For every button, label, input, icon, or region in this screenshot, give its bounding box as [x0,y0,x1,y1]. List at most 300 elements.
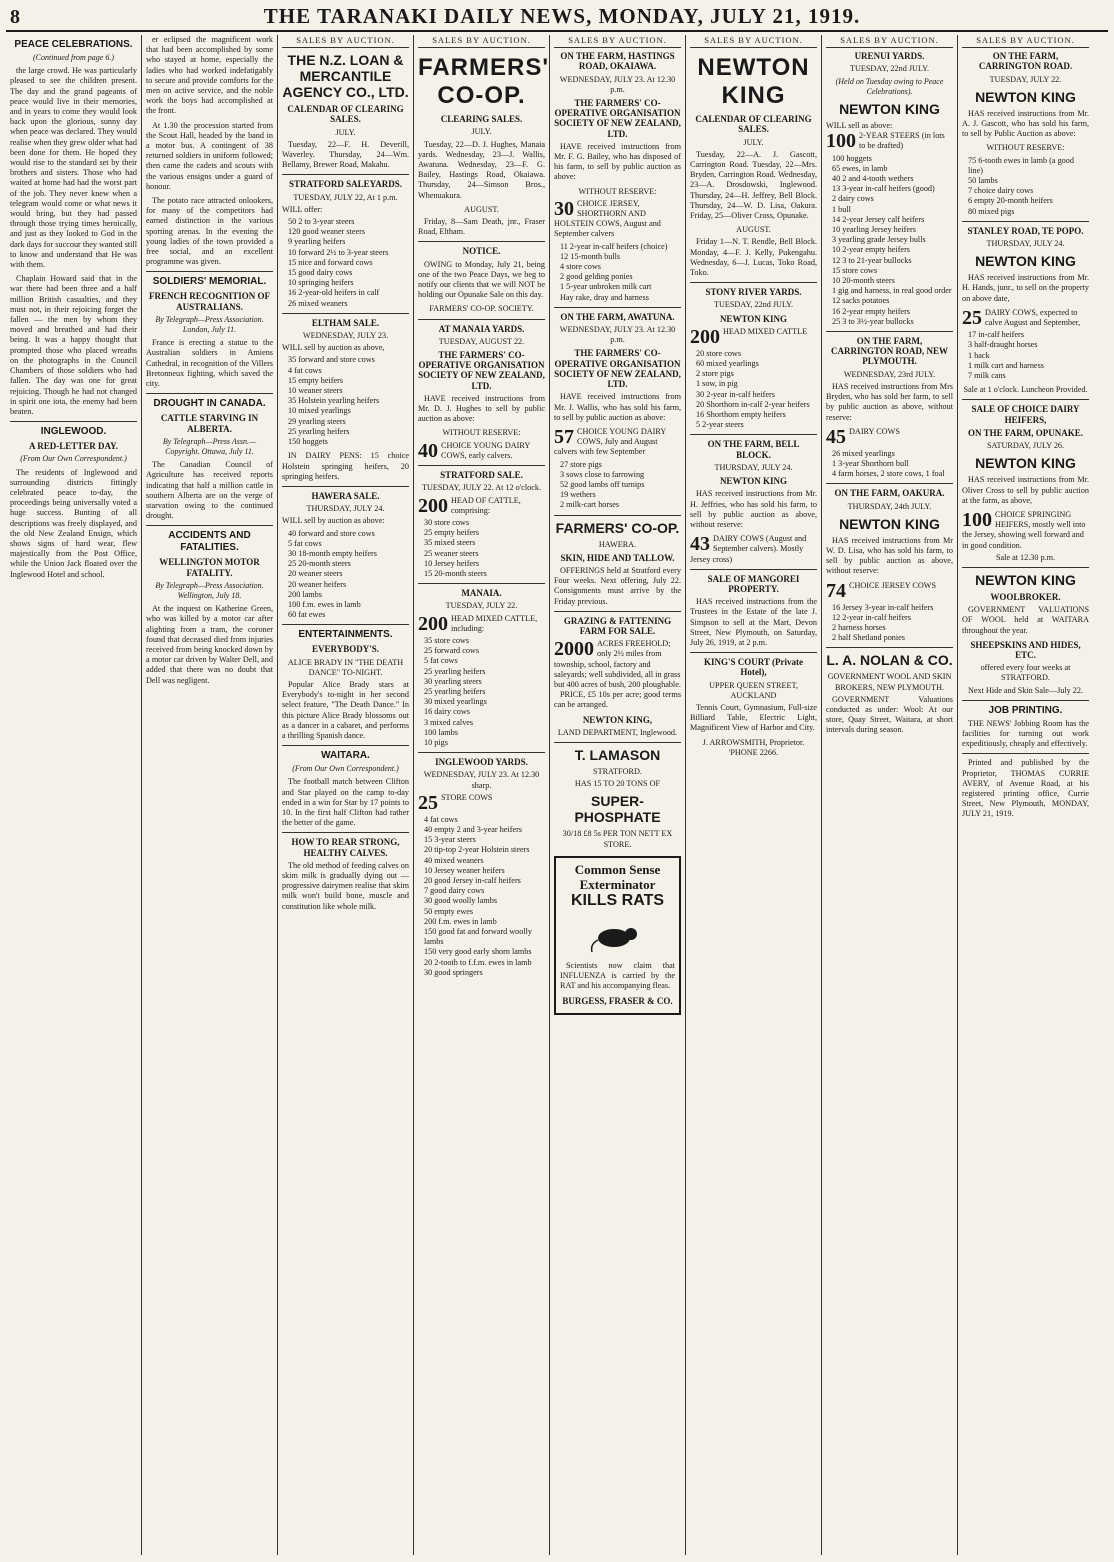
ad-text: WILL sell by auction as above: [282,516,385,526]
ad-text: Tuesday, 22—A. J. Gascott, Carrington Road. Tuesday, 22—Mrs. Bryden, Carrington Road. Wednesday, 23—A. Drosdowski, Inglewood. Thursday, 24—H. Jeffrey, Bell Block. Thursday, 24—W. D. Lisa, Oakura. Friday, 25—Oliver Cross, Opunake. [690,149,817,221]
lot-list [418,636,545,748]
lot-description: DAIRY COWS [849,426,900,436]
advertiser-name: NEWTON KING [975,455,1076,472]
ad-text: GOVERNMENT Valuations conducted as under: Wool: At our store, Quay Street, Waitara, at short intervals during season. [826,694,953,735]
list-item: 20 Shorthorn in-calf 2-year heifers [696,399,810,409]
ad-subhead: WOOLBROKER. [990,591,1061,602]
advertiser-name: NEWTON KING [719,476,788,487]
list-item: 2 dairy cows [832,194,874,204]
list-item: 80 mixed pigs [968,206,1015,216]
list-item: 10 pigs [424,737,448,747]
ad-subhead: LAND DEPARTMENT, Inglewood. [557,727,678,737]
sale-location: STONY RIVER YARDS. [705,287,802,298]
headline: HOW TO REAR STRONG, HEALTHY CALVES. [291,837,400,858]
list-item: 100 f.m. ewes in lamb [288,599,361,609]
lot-lead [554,199,681,240]
lot-list [554,242,681,303]
list-item: 200 f.m. ewes in lamb [424,916,497,926]
ad-month: AUGUST. [736,225,771,235]
advertiser-name: NEWTON KING [839,515,940,532]
list-item: 40 2 and 4-tooth wethers [832,174,914,184]
ad-subhead: CALENDAR OF CLEARING SALES. [695,114,812,135]
sale-date: THURSDAY, JULY 24. [714,462,793,472]
lot-description: DAIRY COWS (August and September calvers). Mostly Jersey cross) [690,534,807,564]
lot-list [962,330,1089,381]
list-item: 3 yearling grade Jersey bulls [832,235,926,245]
list-item: 6 empty 20-month heifers [968,196,1053,206]
list-item: 3 sows close to farrowing [560,469,645,479]
subheadline: CATTLE STARVING IN ALBERTA. [160,413,259,434]
ad-text: Friday 1—N. T. Rendle, Bell Block. Monday, 4—F. J. Kelly, Pukengahu. Wednesday, 6—J. Lucas, Toko Road, Toko. [690,237,817,278]
list-item: 16 Jersey 3-year in-calf heifers [832,602,934,612]
column-4 [414,35,550,1555]
ad-signature: J. ARROWSMITH, Proprietor. 'PHONE 2266. [702,737,805,757]
advertiser-name: NEWTON KING [719,313,788,324]
source-note: By Telegraph—Press Association. London, July 11. [155,314,264,335]
lot-list [690,349,817,431]
sale-date: THURSDAY, JULY 24. [306,504,385,514]
advertiser-name: NEWTON KING [975,88,1076,105]
list-item: 4 farm horses, 2 store cows, 1 foal [832,469,945,479]
sale-location: INGLEWOOD YARDS. [435,757,528,768]
advertiser-name: THE FARMERS' CO-OPERATIVE ORGANISATION SOCIETY OF NEW ZEALAND, LTD. [554,98,681,139]
lot-lead [554,427,681,458]
ad-text: HAS received instructions from Mr. A. J. Gascott, who has sold his farm, to sell by Public Auction as above: [962,108,1089,139]
sale-date: TUESDAY, JULY 22. [989,74,1062,84]
list-item: 30 good woolly lambs [424,896,498,906]
divider [826,647,953,648]
advertiser-name: L. A. NOLAN & CO. [826,652,953,669]
column-8 [958,35,1093,1555]
divider [690,652,817,653]
lot-count: 43 [690,533,710,556]
sale-time: Sale at 1 o'clock. Luncheon Provided. [963,385,1088,395]
lot-count: 30 [554,197,574,220]
list-item: 35 Holstein yearling heifers [288,396,380,406]
divider [418,583,545,584]
section-header: SALES BY AUCTION. [282,35,409,48]
sale-location: AT MANAIA YARDS. [438,323,525,334]
ad-text: HAS received instructions from Mrs Bryden, who has sold her farm, to sell by public auction as above, without reserve: [826,381,953,422]
ad-text: Tuesday, 22—D. J. Hughes, Manaia yards. Wednesday, 23—J. Wallis, Awatuna. Wednesday, 23—F. G. Bailey, Hastings Road, Okaiawa. Thursday, 24—Simson Bros., Whenuakura. [418,139,545,200]
ad-text: WILL sell by auction as above, [282,343,385,353]
column-5 [550,35,686,1555]
list-item: 7 milk cans [968,371,1006,381]
sale-date: WEDNESDAY, JULY 23. [302,331,389,341]
list-item: 10 yearling Jersey heifers [832,225,916,235]
advertiser-name: THE FARMERS' CO-OPERATIVE ORGANISATION SOCIETY OF NEW ZEALAND, LTD. [418,350,545,391]
lot-count: 74 [826,579,846,602]
product-name: SUPER-PHOSPHATE [574,793,661,826]
column-1 [6,35,142,1555]
list-item: 10 Jersey heifers [424,558,480,568]
lot-description: CHOICE JERSEY, SHORTHORN AND HOLSTEIN COWS, August and September calvers [554,198,661,239]
sale-location: URENUI YARDS. [854,51,925,62]
list-item: 10 20-month steers [832,276,895,286]
list-item: 16 2-year-old heifers in calf [288,288,380,298]
list-item: 25 yearling heifers [424,666,486,676]
divider [418,752,545,753]
divider [962,567,1089,568]
lot-list [418,518,545,579]
columns [6,35,1108,1555]
divider [282,313,409,314]
article-paragraph: At 1.30 the procession started from the Scout Hall, headed by the band in a motor bus. A contingent of 38 returned soldiers in uniform followed; then came the cadets and scouts with the various ensigns under a guard of honour. [146,120,273,191]
article-paragraph: The Canadian Council of Agriculture has received reports indicating that half a million cattle in southern Alberta are on the verge of starvation owing to the continued drought. [146,460,273,521]
divider [554,611,681,612]
section-header: SALES BY AUCTION. [418,35,545,48]
ad-text: OWING to Monday, July 21, being one of the two Peace Days, we beg to notify our clients that we will NOT be holding our Opunake Sale on this day. [418,259,545,300]
divider [418,319,545,320]
list-item: 5 fat cows [288,538,322,548]
list-item: 20 weaner steers [288,569,343,579]
list-item: 15 20-month steers [424,568,487,578]
article-paragraph: The old method of feeding calves on skim milk is gradually dying out — progressive dairymen realise that skim milk won't build bone, muscle and constitution like whole milk. [282,860,409,911]
article-paragraph: The football match between Clifton and Star played on the camp to-day ended in a win for Star by 17 points to 10. In the first half Clifton had rather the better of the game. [282,777,409,828]
list-item: 10 springing heifers [288,278,354,288]
list-item: 50 2 to 3-year steers [288,217,355,227]
subheadline: ALICE BRADY IN "THE DEATH DANCE" TO-NIGHT. [287,657,404,677]
list-item: 3 mixed calves [424,717,474,727]
sale-location: ON THE FARM, CARRINGTON ROAD. [978,51,1073,72]
lot-lead [826,427,953,447]
ad-subhead: HAWERA. [598,539,637,549]
list-item: 4 store cows [560,262,601,272]
divider [690,434,817,435]
list-item: 10 forward 2½ to 3-year steers [288,247,389,257]
masthead [6,4,1108,32]
list-item: 40 forward and store cows [288,528,375,538]
divider [282,832,409,833]
divider [10,421,137,422]
list-item: 40 empty 2 and 3-year heifers [424,824,522,834]
sale-date: WEDNESDAY, JULY 23. At 12.30 p.m. [559,325,676,345]
lot-list [826,603,953,644]
article-paragraph: the large crowd. He was particularly pleased to see the children present. The day and the grand pageants of peace would live in their memories, and in years to come they would look back upon the glorious, sunny day when peace was declared. They would realise when they grew older what had been done for them. He hoped they would rise to the standard set by their brothers and sisters. Those who had waited at home had had the worst part of the job. They never knew when a telegram would come or what news it would bring, but they had passed through those trying times heroically, and just as they looked to God in the dark days for succour they wanted still to know and understand that He was with them. [10,66,137,270]
lot-description: STORE COWS [441,792,493,802]
divider [962,700,1089,701]
ad-text: HAS received instructions from Mr. H. Jeffries, who has sold his farm, to sell by public auction as above, without reserve: [690,489,817,529]
article-paragraph: The potato race attracted onlookers, for many of the competitors had earned distinction in the various sporting arenas. In the evening the young ladies of the town provided a free social, and an excellent programme was given. [146,196,273,267]
article-paragraph: Popular Alice Brady stars at Everybody's to-night in her second select feature, "The Death Dance." In this picture Alice Brady blossoms out as a dancer in a cabaret, and performs a thrilling Spanish dance. [282,679,409,740]
sale-location: HAWERA SALE. [311,490,380,501]
list-item: 25 empty heifers [424,528,480,538]
list-item: 15 store cows [832,265,878,275]
list-item: 10 mixed yearlings [288,406,351,416]
subheadline: A RED-LETTER DAY. [28,441,119,452]
lot-count: 25 [418,791,438,814]
sale-location: STRATFORD SALEYARDS. [288,179,403,190]
list-item: 200 lambs [288,589,322,599]
divider [690,569,817,570]
ad-month: JULY. [471,127,492,137]
list-item: 25 yearling heifers [424,686,486,696]
lot-count: 100 [962,508,992,531]
list-item: 30 18-month empty heifers [288,548,377,558]
sale-location: STRATFORD SALE. [440,470,523,481]
article-paragraph: er eclipsed the magnificent work that had been accomplished by some who stayed at home, especially the ladies who had worked indefatigably to secure and provide comforts for the men on active service, and the noble work the boys had accomplished at the front. [146,35,273,116]
ad-text: WILL offer: [282,204,323,214]
sale-time: Sale at 12.30 p.m. [995,552,1056,562]
list-item: 35 mixed steers [424,538,476,548]
reserve-note: WITHOUT RESERVE: [986,143,1065,153]
list-item: 25 yearling heifers [288,426,350,436]
list-item: 1 bull [832,204,851,214]
list-item: 50 lambs [968,176,998,186]
article-paragraph: At the inquest on Katherine Green, who was killed by a motor car after alighting from a tram, the coroner found that deceased died from injuries received from being knocked down by a motor car driven by Walter Dell, and added that there was no doubt that Dell was negligent. [146,604,273,685]
article-paragraph: The residents of Inglewood and surrounding districts fittingly celebrated peace to-day, the proceedings being universally voted a huge success. Bunting of all descriptions was freely displayed, and the old New Zealand Ensign, which shows signs of hard wear, flew majestically from the Post Office, while the Union Jack floated over the Inglewood Hotel and school. [10,467,137,579]
list-item: 27 store pigs [560,459,602,469]
sale-location: ELTHAM SALE. [311,317,380,328]
lot-lead [962,510,1089,551]
sale-date: TUESDAY, JULY 22, At 1 p.m. [293,192,398,202]
section-header: SALES BY AUCTION. [554,35,681,48]
ad-month: AUGUST. [464,204,499,214]
lot-list [282,529,409,621]
ad-text: Scientists now claim that INFLUENZA is carried by the RAT and his accompanying fleas. [560,961,675,991]
list-item: 10 weaner steers [288,386,343,396]
list-item: 1 sow, in pig [696,379,738,389]
advertiser-name: NEWTON KING, [582,714,653,725]
list-item: 5 2-year steers [696,420,744,430]
list-item: Hay rake, dray and harness [560,292,649,302]
section-header: SALES BY AUCTION. [690,35,817,48]
ad-headline: Common Sense [574,861,661,877]
list-item: 10 2-year empty heifers [832,245,910,255]
list-item: 20 tip-top 2-year Holstein steers [424,845,530,855]
lot-count: 2000 [554,638,594,661]
sale-date: TUESDAY, JULY 22. [445,601,518,611]
divider [690,282,817,283]
list-item: 26 mixed weaners [288,298,348,308]
lot-description: ACRES FREEHOLD; only 2½ miles from township, school, factory and saleyards; well subdivided, all in grass but 400 acres of bush, 200 ploughable. [554,639,681,689]
list-item: 20 weaner heifers [288,579,347,589]
ad-text: HAS received instructions from the Trustees in the Estate of the late J. Simpson to sell at the Mart, Devon Street, New Plymouth, on Saturday, July 26, 1919, at 2 p.m. [690,597,817,647]
list-item: 60 mixed yearlings [696,359,759,369]
sale-date: WEDNESDAY, JULY 23. At 12.30 p.m. [559,74,676,94]
sale-date: WEDNESDAY, 23rd JULY. [843,369,936,379]
lot-list [418,815,545,978]
list-item: 20 2-tooth to f.f.m. ewes in lamb [424,957,532,967]
lot-description: CHOICE YOUNG DAIRY COWS, July and August calvers with few September [554,426,666,457]
list-item: 65 ewes, in lamb [832,163,888,173]
list-item: 150 very good early shorn lambs [424,947,532,957]
lot-lead [418,614,545,634]
divider [146,525,273,526]
lot-description: CHOICE JERSEY COWS [849,580,937,590]
sale-date: THURSDAY, JULY 24. [986,239,1065,249]
list-item: 2 good gelding ponies [560,272,633,282]
ad-text: Tuesday, 22—F. H. Deverill, Waverley. Thursday, 24—Wm. Bellamy, Brewer Road, Makahu. [282,139,409,170]
lot-description: HEAD MIXED CATTLE [723,326,808,336]
column-3 [278,35,414,1555]
list-item: 19 wethers [560,490,596,500]
list-item: 16 Shorthorn empty heifers [696,410,786,420]
list-item: 4 fat cows [424,814,458,824]
list-item: 16 dairy cows [424,707,470,717]
continued-note: (Continued from page 6.) [32,53,115,62]
list-item: 12 3 to 21-year bullocks [832,255,912,265]
ad-text: HAVE received instructions from Mr. J. Wallis, who has sold his farm, to sell by public auction as above: [554,392,681,422]
list-item: 40 mixed weaners [424,855,484,865]
lot-count: 100 [826,130,856,153]
sale-date: TUESDAY, 22nd JULY. [849,64,930,74]
ad-text: GOVERNMENT VALUATIONS OF WOOL held at WAITARA throughout the year. [962,605,1089,635]
ad-subhead: NOTICE. [462,246,501,257]
lot-lead [418,496,545,516]
lot-lead [418,441,545,461]
lot-description: CHOICE YOUNG DAIRY COWS, early calvers. [441,440,530,460]
lot-lead [962,308,1089,328]
ad-text: HAS received instructions from Mr. H. Hands, junr., to sell on the property on above date, [962,273,1089,303]
divider [146,271,273,272]
list-item: 52 good lambs off turnips [560,479,645,489]
sale-date: TUESDAY, 22nd JULY. [713,300,794,310]
ad-text: offered every four weeks at STRATFORD. [980,663,1071,683]
divider [282,174,409,175]
ad-subhead: STRATFORD. [593,766,642,776]
sale-date: WEDNESDAY, JULY 23. At 12.30 sharp. [423,770,540,790]
article-paragraph: France is erecting a statue to the Australian soldiers in Amiens Cathedral, in recognition of the Villers Bretonneux fighting, which saved the city. [146,338,273,389]
ad-subhead: UPPER QUEEN STREET, AUCKLAND [709,680,798,700]
advertiser-name: FARMERS' CO-OP. [555,519,680,536]
subheadline: EVERYBODY'S. [312,644,379,655]
list-item: 1 milk cart and harness [968,360,1044,370]
divider [962,399,1089,400]
divider [418,241,545,242]
ad-subhead: CLEARING SALES. [440,114,523,125]
list-item: 11 2-year in-calf heifers (choice) [560,241,668,251]
ad-text: HAVE received instructions from Mr. D. J. Hughes to sell by public auction as above: [418,393,545,424]
ad-subhead: CALENDAR OF CLEARING SALES. [287,104,404,125]
ad-text: Next Hide and Skin Sale—July 22. [967,685,1084,695]
sale-location: MANAIA. [461,588,502,599]
ad-subhead: SKIN, HIDE AND TALLOW. [560,552,675,563]
lot-lead [418,793,545,813]
lot-count: 200 [418,494,448,517]
sale-location: ON THE FARM, OPUNAKE. [968,427,1083,438]
headline: DROUGHT IN CANADA. [153,398,266,410]
sale-date: TUESDAY, JULY 22. At 12 o'clock. [421,483,542,493]
lot-description: HEAD OF CATTLE, comprising: [451,495,521,515]
ad-signature: BURGESS, FRASER & CO. [562,995,673,1006]
lot-count: 200 [690,325,720,348]
list-item: 75 6-tooth ewes in lamb (a good line) [968,155,1074,175]
lot-list [962,156,1089,217]
rat-exterminator-ad [554,856,681,1015]
list-item: 30 mixed yearlings [424,697,487,707]
section-header: SALES BY AUCTION. [826,35,953,48]
list-item: 1 5-year unbroken milk cart [560,282,652,292]
ad-text: HAVE received instructions from Mr. F. G. Bailey, who has disposed of his farm, to sell by public auction as above: [554,141,681,182]
list-item: 14 2-year Jersey calf heifers [832,214,925,224]
lot-count: 57 [554,425,574,448]
lot-count: 25 [962,306,982,329]
ad-text: THE NEWS' Jobbing Room has the facilities for turning out work expeditiously, cheaply and effectively. [962,718,1089,749]
column-2 [142,35,278,1555]
ad-subhead: GOVERNMENT WOOL AND SKIN BROKERS, NEW PLYMOUTH. [827,672,952,692]
price-text: 30/18 £8 5s PER TON NETT EX STORE. [562,829,673,849]
ad-text: Tennis Court, Gymnasium, Full-size Billiard Table, Electric Light, Magnificent View of Harbor and City. [690,702,817,733]
lot-count: 40 [418,439,438,462]
lot-lead [554,639,681,690]
list-item: 13 3-year in-calf heifers (good) [832,184,935,194]
list-item: 15 nice and forward cows [288,257,373,267]
sale-location: SALE OF CHOICE DAIRY HEIFERS, [971,404,1080,425]
sale-date: THURSDAY, 24th JULY. [847,501,932,511]
divider [962,753,1089,754]
lot-description: CHOICE SPRINGING HEIFERS, mostly well into the Jersey, showing well forward and in good condition. [962,509,1086,550]
ad-text: PRICE, £5 10s per acre; good terms can be arranged. [554,690,681,710]
sale-location: SALE OF MANGOREI PROPERTY. [707,573,800,594]
sale-location: ON THE FARM, AWATUNA. [560,311,675,322]
list-item: 150 good fat and forward woolly lambs [424,927,533,947]
ad-text: WILL sell as above: [826,121,893,131]
ad-text: HAS received instructions from Mr W. D. Lisa, who has sold his farm, to sell by public auction as above, without reserve: [826,535,953,576]
list-item: 29 yearling steers [288,416,346,426]
sale-location: ON THE FARM, OAKURA. [834,488,945,499]
list-item: 20 store cows [696,348,742,358]
list-item: 35 forward and store cows [288,355,375,365]
advertiser-name: T. LAMASON [574,746,661,763]
ad-headline: Exterminator [579,876,656,892]
list-item: 26 mixed yearlings [832,448,895,458]
reserve-note: WITHOUT RESERVE: [442,428,521,438]
subheadline: WELLINGTON MOTOR FATALITY. [159,557,260,578]
source-note: (From Our Own Correspondent.) [20,454,127,464]
lot-count: 45 [826,425,846,448]
list-item: 7 good dairy cows [424,886,485,896]
sale-location: ON THE FARM, HASTINGS ROAD, OKAIAWA. [560,51,675,72]
advertiser-name: FARMERS' CO-OP. [418,54,550,110]
advertiser-name: NEWTON KING [697,54,810,110]
section-header: SALES BY AUCTION. [962,35,1089,48]
divider [418,465,545,466]
advertiser-name: NEWTON KING [975,571,1076,588]
list-item: 100 hoggets [832,153,872,163]
ad-text: IN DAIRY PENS: 15 choice Holstein springing heifers, 20 springing heifers. [282,451,409,481]
ad-text: OFFERINGS held at Stratford every Four weeks. Next offering, July 22. Consignments must arrive by the Friday previous. [554,565,681,606]
lot-lead [690,534,817,565]
advertiser-name: THE FARMERS' CO-OPERATIVE ORGANISATION SOCIETY OF NEW ZEALAND, LTD. [554,348,681,390]
lot-description: HEAD MIXED CATTLE, including: [451,613,538,633]
lot-description: 2-YEAR STEERS (in lots to be drafted) [859,131,945,151]
headline: ACCIDENTS AND FATALITIES. [168,530,251,554]
source-note: By Telegraph—Press Association. Wellington, July 18. [155,580,264,600]
list-item: 9 yearling heifers [288,237,346,247]
source-note: By Telegraph—Press Assn.—Copyright. Ottawa, July 11. [162,436,257,456]
lot-lead [690,327,817,347]
sale-location: STANLEY ROAD, TE POPO. [967,225,1084,236]
divider [282,486,409,487]
sale-note: (Held on Tuesday owing to Peace Celebrations). [835,76,944,96]
divider [146,393,273,394]
list-item: 17 in-calf heifers [968,330,1024,340]
ad-headline: JOB PRINTING. [988,704,1063,716]
list-item: 30 yearling steers [424,676,482,686]
list-item: 3 half-draught horses [968,340,1038,350]
subheadline: FRENCH RECOGNITION OF AUSTRALIANS. [148,291,270,312]
list-item: 1 hack [968,350,990,360]
list-item: 25 3 to 3½-year bullocks [832,316,914,326]
list-item: 50 empty ewes [424,906,474,916]
divider [282,624,409,625]
ad-month: JULY. [335,127,356,137]
list-item: 12 15-month bulls [560,251,621,261]
list-item: 2 half Shetland ponies [832,633,905,643]
ad-signature: FARMERS' CO-OP. SOCIETY. [429,304,534,314]
list-item: 100 lambs [424,727,458,737]
